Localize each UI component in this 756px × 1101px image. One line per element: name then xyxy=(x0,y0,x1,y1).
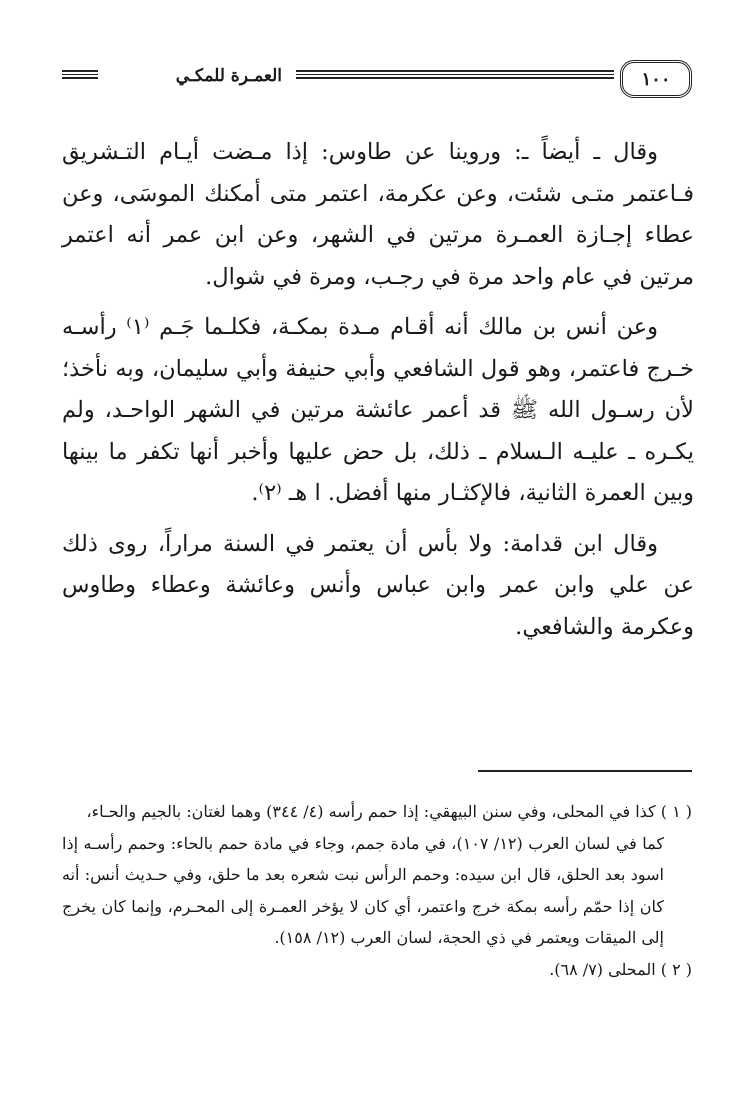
page-number-box xyxy=(620,60,692,98)
paragraph: وقال ابن قدامة: ولا بأس أن يعتمر في السنة مراراً، روى ذلك عن علي وابن عمر وابن عباس وأنس وعائشة وعطاء وطاوس وعكرمة والشافعي. xyxy=(62,530,694,640)
main-text xyxy=(62,132,694,648)
running-title: العمـرة للمكـي xyxy=(175,66,282,86)
header-rule-short xyxy=(62,70,98,82)
page-header xyxy=(62,58,692,98)
page-number: ١٠٠ xyxy=(641,68,671,90)
footnote-2: ( ٢ ) المحلى (٧/ ٦٨). xyxy=(549,959,692,979)
footnote-1-first-line: ( ١ ) كذا في المحلى، وفي سنن البيهقي: إذا حمم رأسه (٤/ ٣٤٤) وهما لغتان: بالجيم والحـاء، xyxy=(86,802,692,821)
header-rule-long xyxy=(296,70,614,82)
paragraph: وعن أنس بن مالك أنه أقـام مـدة بمكـة، فكلـما جَـم ⁽١⁾ رأسـه خـرج فاعتمر، وهو قول الشافعي وأبي حنيفة وأبي سليمان، وبه نأخذ؛ لأن رسـول الله ﷺ قد أعمر عائشة مرتين في الشهر الواحـد، ولم يكـره ـ عليـه الـسلام ـ ذلك، بل حض عليها وأخبر أنها تكفر ما بينها وبين العمرة الثانية، فالإكثـار منها أفضل. ا هـ ⁽٢⁾. xyxy=(62,314,694,506)
paragraph: وقال ـ أيضاً ـ: وروينا عن طاوس: إذا مـضت أيـام التـشريق فـاعتمر متـى شئت، وعن عكرمة، اعتمر متى أمكنك الموسَى، وعن عطاء إجـازة العمـرة مرتين في الشهر، وعن ابن عمر أنه اعتمر مرتين في عام واحد مرة في رجـب، ومرة في شوال. xyxy=(62,139,694,290)
footnotes xyxy=(62,796,694,985)
footnote-1-continuation: كما في لسان العرب (١٢/ ١٠٧)، في مادة جمم، وجاء في مادة حمم بالحاء: وحمم رأسـه إذا اسود بعد الحلق، قال ابن سيده: وحمم الرأس نبت شعره بعد ما حلق، وفي حـديث أنس: أنه كان إذا حمّم رأسه بمكة خرج واعتمر، أي كان لا يؤخر العمـرة إلى المحـرم، وإنما كان يخرج إلى الميقات ويعتمر في ذي الحجة، لسان العرب (١٢/ ١٥٨). xyxy=(62,833,664,947)
footnote-separator xyxy=(478,770,692,772)
